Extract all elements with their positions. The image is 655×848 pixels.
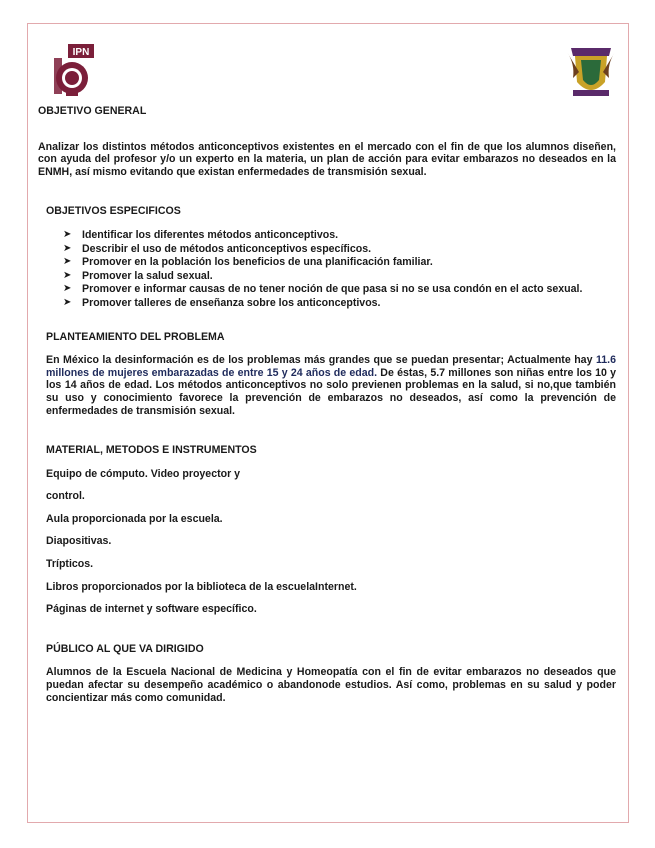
material-list — [38, 468, 616, 616]
planteamiento-title: PLANTEAMIENTO DEL PROBLEMA — [46, 330, 225, 343]
list-item: ➤ Promover talleres de enseñanza sobre los anticonceptivos. — [63, 296, 381, 309]
material-line: Trípticos. — [46, 558, 94, 571]
arrow-bullet-icon: ➤ — [63, 256, 72, 268]
school-crest-icon — [565, 42, 617, 100]
material-line: Aula proporcionada por la escuela. — [46, 512, 223, 525]
ipn-logo-icon — [50, 42, 98, 98]
document-body — [38, 105, 616, 704]
objetivos-especificos-list — [38, 229, 616, 310]
material-line: Libros proporcionados por la biblioteca de la escuelaInternet. — [46, 580, 357, 593]
material-line: Diapositivas. — [46, 535, 112, 548]
objetivo-general-title: OBJETIVO GENERAL — [38, 105, 147, 117]
list-item: ➤ Promover en la población los beneficios de una planificación familiar. — [63, 256, 433, 269]
material-line: Equipo de cómputo. Video proyector y — [46, 467, 241, 480]
arrow-bullet-icon: ➤ — [63, 283, 72, 295]
arrow-bullet-icon: ➤ — [63, 228, 72, 240]
list-item: ➤ Identificar los diferentes métodos anticonceptivos. — [63, 228, 339, 241]
material-line: Páginas de internet y software específico. — [46, 603, 257, 616]
highlighted-statistic: 11.6 millones de mujeres embarazadas de entre 15 y 24 años de edad. — [46, 354, 616, 379]
planteamiento-text: En México la desinformación es de los problemas más grandes que se puedan presentar; Actualmente hay 11.6 millones de mujeres embarazadas de entre 15 y 24 años de edad. De éstas, 5.7 millones son niñas entre los 10 y los 14 años de edad. Los métodos anticonceptivos no solo previenen problemas en la salud, si no,que también su uso y conocimiento favorece la prevención de embarazos no deseados, así como la prevención de enfermedades de transmisión sexual. — [46, 354, 617, 417]
list-item: ➤ Promover e informar causas de no tener noción de que pasa si no se usa condón en el acto sexual. — [63, 283, 583, 296]
svg-text:IPN: IPN — [72, 47, 90, 58]
list-item: ➤ Promover la salud sexual. — [63, 269, 213, 282]
arrow-bullet-icon: ➤ — [63, 242, 72, 254]
material-title: MATERIAL, METODOS E INSTRUMENTOS — [46, 444, 257, 457]
publico-title: PÚBLICO AL QUE VA DIRIGIDO — [46, 642, 204, 655]
material-line: control. — [46, 490, 85, 503]
objetivos-especificos-title: OBJETIVOS ESPECIFICOS — [46, 205, 181, 218]
publico-text: Alumnos de la Escuela Nacional de Medicina y Homeopatía con el fin de evitar embarazos no deseados que puedan afectar su desempeño académico o abandonode estudios. Así como, problemas en su salud y poder concientizar más como comunidad. — [46, 666, 616, 704]
arrow-bullet-icon: ➤ — [63, 269, 72, 281]
objetivo-general-text: Analizar los distintos métodos anticonceptivos existentes en el mercado con el fin de que los alumnos diseñen, con ayuda del profesor y/o un experto en la materia, un plan de acción para evitar embarazos no deseados en la ENMH, así mismo evitando que existan enfermedades de transmisión sexual. — [38, 140, 616, 178]
arrow-bullet-icon: ➤ — [63, 296, 72, 308]
list-item: ➤ Describir el uso de métodos anticonceptivos específicos. — [63, 242, 372, 255]
